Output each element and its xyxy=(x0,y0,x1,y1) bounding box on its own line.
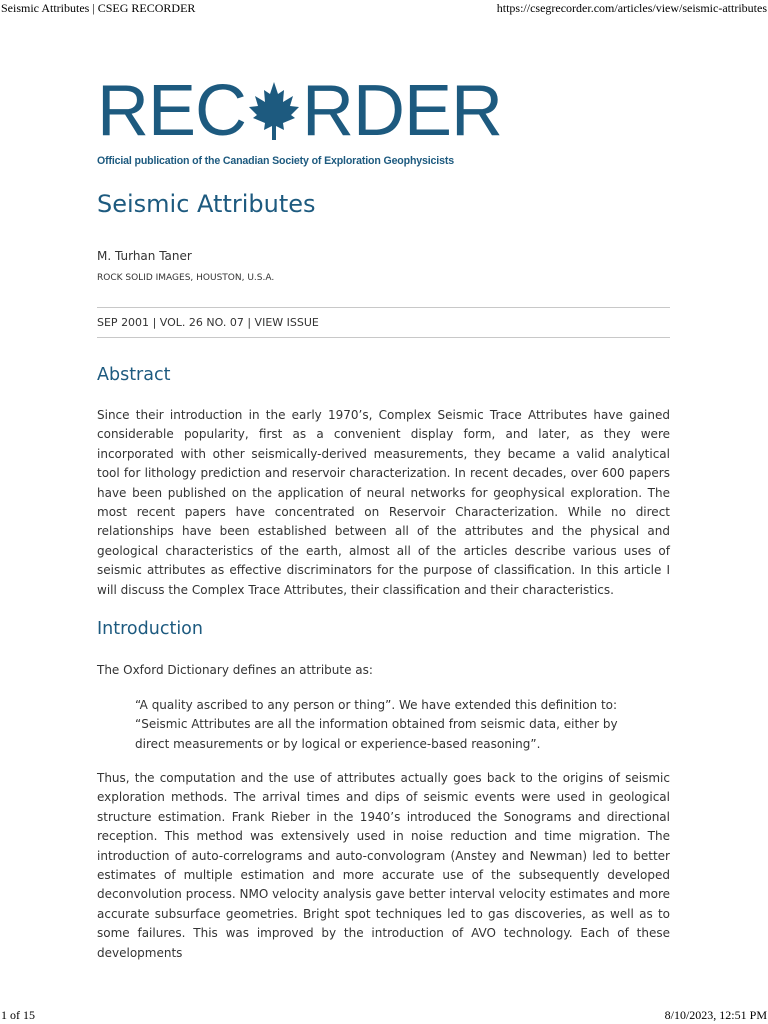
maple-leaf-icon xyxy=(246,78,302,144)
issue-separator: | xyxy=(152,316,157,329)
author-affiliation: ROCK SOLID IMAGES, HOUSTON, U.S.A. xyxy=(97,273,275,283)
view-issue-link[interactable]: VIEW ISSUE xyxy=(254,316,319,329)
logo-wordmark: REC RDER xyxy=(97,71,503,151)
introduction-heading: Introduction xyxy=(97,619,203,639)
definition-quote: “A quality ascribed to any person or thing”. We have extended this definition to: “Seismic Attributes are all the information obtained from seismic data, either by direct measurements or by logical or experience-based reasoning”. xyxy=(135,698,618,751)
page-number: 1 of 15 xyxy=(1,1008,35,1022)
print-header-title: Seismic Attributes | CSEG RECORDER xyxy=(1,1,196,15)
print-footer xyxy=(0,1006,768,1024)
abstract-text: Since their introduction in the early 1970’s, Complex Seismic Trace Attributes have gained considerable popularity, first as a convenient display form, and later, as they were incorporated with other seismically-derived measurements, they became a valid analytical tool for lithology prediction and reservoir characterization. In recent decades, over 600 papers have been published on the application of neural networks for geophysical exploration. The most recent papers have concentrated on Reservoir Characterization. While no direct relationships have been established between all of the attributes and the physical and geological characteristics of the earth, almost all of the articles describe various uses of seismic attributes as effective discriminators for the purpose of classification. In this article I will discuss the Complex Trace Attributes, their classification and their characteristics. xyxy=(97,408,670,597)
issue-date: SEP 2001 xyxy=(97,316,150,329)
logo-tagline: Official publication of the Canadian Society of Exploration Geophysicists xyxy=(97,155,454,167)
issue-separator: | xyxy=(247,316,252,329)
issue-info xyxy=(97,316,319,329)
print-header-url[interactable]: https://csegrecorder.com/articles/view/seismic-attributes xyxy=(496,1,767,15)
recorder-logo[interactable] xyxy=(97,71,503,170)
article-author: M. Turhan Taner xyxy=(97,249,192,263)
article-title: Seismic Attributes xyxy=(97,190,316,218)
divider xyxy=(97,307,670,308)
abstract-heading: Abstract xyxy=(97,365,171,385)
divider xyxy=(97,337,670,338)
print-datetime: 8/10/2023, 12:51 PM xyxy=(664,1008,767,1022)
introduction-paragraph: Thus, the computation and the use of attributes actually goes back to the origins of seismic exploration methods. The arrival times and dips of seismic events were used in geological structure estimation. Frank Rieber in the 1940’s introduced the Sonograms and directional reception. This method was extensively used in noise reduction and time migration. The introduction of auto-correlograms and auto-convologram (Anstey and Newman) led to better estimates of multiple estimation and more accurate use of the subsequently developed deconvolution process. NMO velocity analysis gave better interval velocity estimates and more accurate subsurface geometries. Bright spot techniques led to gas discoveries, as well as to some failures. This was improved by the introduction of AVO technology. Each of these developments xyxy=(97,771,670,960)
introduction-lead: The Oxford Dictionary defines an attribute as: xyxy=(97,663,373,677)
issue-volume: VOL. 26 NO. 07 xyxy=(159,316,244,329)
print-header xyxy=(0,0,768,18)
